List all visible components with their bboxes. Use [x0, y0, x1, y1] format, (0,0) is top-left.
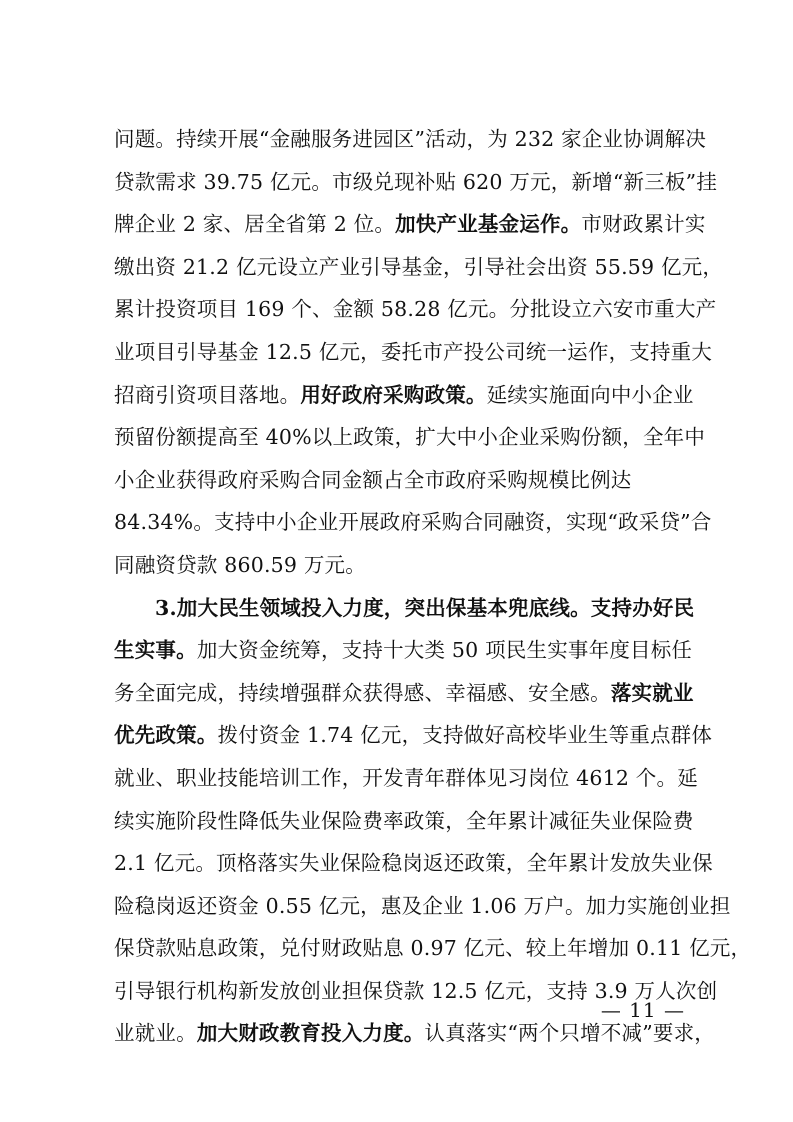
body-text-segment: 引导银行机构新发放创业担保贷款 12.5 亿元，支持 3.9 万人次创 — [114, 978, 718, 1003]
body-text-segment: 加大资金统筹，支持十大类 50 项民生实事年度目标任 — [196, 638, 693, 663]
bold-heading-text: 优先政策。 — [114, 723, 218, 748]
text-line — [114, 885, 731, 928]
body-text-segment: 问题。持续开展“金融服务进园区”活动，为 232 家企业协调解决 — [114, 127, 707, 151]
body-text-segment: 市财政累计实 — [581, 212, 706, 237]
text-line — [114, 842, 713, 885]
body-text-segment: 拨付资金 1.74 亿元，支持做好高校毕业生等重点群体 — [217, 723, 713, 748]
body-text-segment: 预留份额提高至 40%以上政策，扩大中小企业采购份额，全年中 — [114, 425, 706, 450]
text-line — [114, 757, 698, 800]
bold-heading-text: 用好政府采购政策。 — [300, 382, 487, 407]
body-text-segment: 牌企业 2 家、居全省第 2 位。 — [114, 212, 396, 237]
body-text-segment: 业就业。 — [114, 1021, 197, 1046]
text-line — [114, 288, 717, 331]
body-text-segment: 84.34%。支持中小企业开展政府采购合同融资，实现“政采贷”合 — [114, 510, 712, 535]
bold-heading-text: 加大财政教育投入力度。 — [196, 1021, 425, 1046]
text-line — [114, 672, 694, 715]
text-line — [114, 927, 752, 970]
body-text-segment: 2.1 亿元。顶格落实失业保险稳岗返还政策，全年累计发放失业保 — [114, 851, 713, 876]
body-text-segment: 缴出资 21.2 亿元设立产业引导基金，引导社会出资 55.59 亿元， — [114, 254, 724, 279]
text-line — [114, 587, 695, 630]
text-line — [114, 629, 693, 672]
text-line — [114, 331, 713, 374]
body-text-segment: 延续实施面向中小企业 — [486, 382, 694, 407]
body-text-segment: 小企业获得政府采购合同金额占全市政府采购规模比例达 — [114, 467, 632, 492]
text-line — [114, 161, 718, 204]
body-text-segment: 同融资贷款 860.59 万元。 — [114, 552, 366, 577]
body-text-segment: 保贷款贴息政策，兑付财政贴息 0.97 亿元、较上年增加 0.11 亿元， — [114, 936, 752, 961]
bold-heading-text: 加快产业基金运作。 — [395, 212, 582, 237]
text-line — [114, 246, 724, 289]
body-text — [114, 118, 752, 1055]
bold-heading-text: 3.加大民生领域投入力度，突出保基本兜底线。支持办好民 — [155, 595, 695, 620]
text-line — [114, 714, 713, 757]
text-line — [114, 800, 694, 843]
text-line — [114, 544, 684, 587]
text-line — [114, 203, 706, 246]
body-text-segment: 险稳岗返还资金 0.55 亿元，惠及企业 1.06 万户。加力实施创业担 — [114, 893, 731, 918]
bold-heading-text: 落实就业 — [610, 680, 694, 705]
body-text-segment: 累计投资项目 169 个、金额 58.28 亿元。分批设立六安市重大产 — [114, 297, 717, 322]
text-line — [114, 459, 684, 502]
body-text-segment: 认真落实“两个只增不减”要求， — [424, 1021, 715, 1046]
text-line — [114, 416, 706, 459]
text-line — [114, 374, 694, 417]
body-text-segment: 贷款需求 39.75 亿元。市级兑现补贴 620 万元，新增“新三板”挂 — [114, 169, 718, 194]
body-text-segment: 续实施阶段性降低失业保险费率政策，全年累计减征失业保险费 — [114, 808, 694, 833]
body-text-segment: 招商引资项目落地。 — [114, 382, 301, 407]
bold-heading-text: 生实事。 — [114, 638, 197, 663]
text-line — [114, 501, 712, 544]
text-line — [114, 118, 707, 161]
body-text-segment: 务全面完成，持续增强群众获得感、幸福感、安全感。 — [114, 680, 611, 705]
body-text-segment: 业项目引导基金 12.5 亿元，委托市产投公司统一运作，支持重大 — [114, 339, 713, 364]
body-text-segment: 就业、职业技能培训工作，开发青年群体见习岗位 4612 个。延 — [114, 765, 698, 790]
page-number: — 11 — — [600, 998, 685, 1022]
